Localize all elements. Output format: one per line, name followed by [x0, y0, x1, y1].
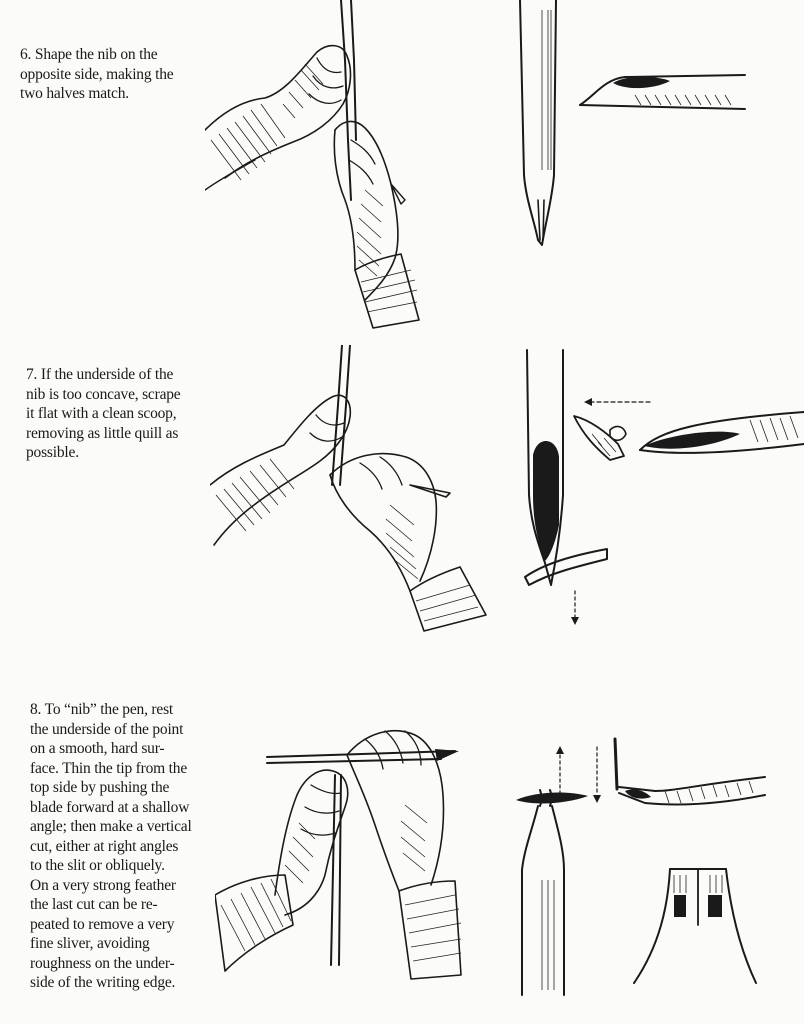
step-8-line-8: cut, either at right angles — [30, 837, 179, 855]
step-8-line-12: peated to remove a very — [30, 915, 175, 933]
step-6-line-1-text: Shape the nib on the — [34, 46, 158, 63]
step-8-line-1 — [30, 700, 192, 720]
step-7-line-1-text: If the underside of the — [40, 366, 174, 383]
hands-scraping-nib-icon — [210, 345, 490, 635]
step-8-line-10: On a very strong feather — [30, 876, 176, 894]
step-8-line-14: roughness on the under- — [30, 954, 175, 972]
step-8-line-15: side of the writing edge. — [30, 974, 176, 991]
step-7-line-2: nib is too concave, scrape — [26, 385, 181, 403]
vertical-cut-icon — [585, 735, 770, 815]
step-7-line-3: it flat with a clean scoop, — [26, 405, 177, 422]
step-8-line-6: blade forward at a shallow — [30, 798, 190, 816]
step-7-text — [26, 365, 180, 463]
step-8-text — [30, 700, 192, 993]
step-6-text — [20, 45, 173, 104]
step-8-number: 8. — [30, 701, 42, 718]
step-8-line-2: the underside of the point — [30, 720, 184, 738]
quill-underside-view-icon — [515, 345, 615, 630]
hands-shaping-nib-icon — [205, 0, 425, 330]
step-6-number: 6. — [20, 46, 32, 63]
step-8-line-11: the last cut can be re- — [30, 896, 158, 913]
step-7-number: 7. — [26, 366, 38, 383]
step-7-line-1 — [26, 365, 180, 385]
step-8-line-4: face. Thin the tip from the — [30, 759, 188, 777]
quill-side-view-icon — [575, 65, 750, 115]
hands-nibbing-pen-icon — [215, 715, 465, 985]
step-8-line-1-text: To “nib” the pen, rest — [44, 701, 174, 718]
knife-scraping-quill-icon — [570, 390, 804, 480]
quill-front-view-icon — [510, 0, 560, 255]
step-8-line-5: top side by pushing the — [30, 779, 170, 796]
step-8-line-7: angle; then make a vertical — [30, 818, 192, 835]
nib-tip-closeup-icon — [630, 865, 760, 990]
step-6-line-1 — [20, 45, 173, 65]
step-8-line-9: to the slit or obliquely. — [30, 857, 165, 874]
step-6-line-3: two halves match. — [20, 85, 129, 102]
step-6-line-2: opposite side, making the — [20, 65, 174, 83]
step-7-line-4: removing as little quill as — [26, 424, 179, 442]
step-8-line-3: on a smooth, hard sur- — [30, 740, 165, 757]
blade-thinning-tip-icon — [510, 740, 595, 1000]
step-7-line-5: possible. — [26, 444, 79, 461]
step-8-line-13: fine sliver, avoiding — [30, 935, 150, 952]
